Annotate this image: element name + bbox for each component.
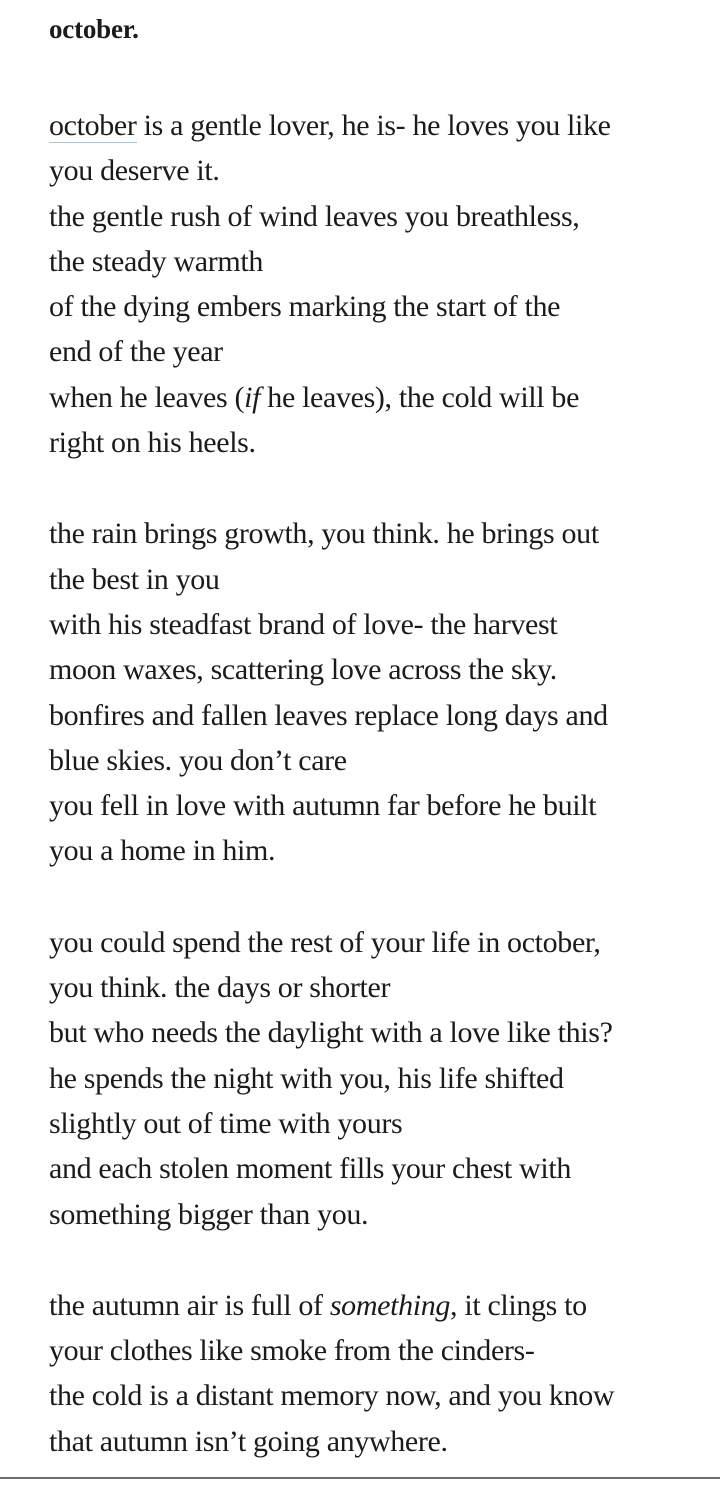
poem-stanza bbox=[49, 103, 689, 465]
poem-line: you deserve it. bbox=[49, 154, 220, 188]
line-text: , it clings to bbox=[450, 1288, 587, 1322]
poem-line: he spends the night with you, his life shifted bbox=[49, 1061, 564, 1095]
poem-line: something bigger than you. bbox=[49, 1197, 369, 1231]
poem-line: the steady warmth bbox=[49, 244, 263, 278]
poem-stanza bbox=[49, 920, 689, 1237]
poem-line: end of the year bbox=[49, 335, 223, 369]
poem-stanza bbox=[49, 1283, 689, 1464]
poem-line: bonfires and fallen leaves replace long days and bbox=[49, 698, 608, 732]
emphasis-text: something bbox=[329, 1288, 451, 1322]
tag-link[interactable]: october bbox=[49, 109, 137, 142]
poem-line: your clothes like smoke from the cinders- bbox=[49, 1334, 535, 1368]
poem-line: the rain brings growth, you think. he brings out bbox=[49, 517, 599, 551]
poem-line: right on his heels. bbox=[49, 426, 256, 460]
poem-line: the gentle rush of wind leaves you breathless, bbox=[49, 199, 580, 233]
poem-body bbox=[49, 103, 689, 1464]
line-text: the autumn air is full of bbox=[49, 1288, 330, 1322]
poem-line: moon waxes, scattering love across the sky. bbox=[49, 653, 557, 687]
poem-line: that autumn isn’t going anywhere. bbox=[49, 1424, 448, 1458]
poem-line: you think. the days or shorter bbox=[49, 971, 391, 1005]
poem-line: with his steadfast brand of love- the harvest bbox=[49, 607, 558, 641]
poem-line: the best in you bbox=[49, 562, 220, 596]
poem-line bbox=[49, 375, 689, 420]
emphasis-text: if bbox=[244, 380, 261, 414]
poem-stanza bbox=[49, 511, 689, 873]
poem-line: of the dying embers marking the start of the bbox=[49, 290, 561, 324]
line-text: is a gentle lover, he is- he loves you like bbox=[136, 109, 611, 142]
poem-line: blue skies. you don’t care bbox=[49, 743, 347, 777]
poem-line: you a home in him. bbox=[49, 834, 276, 868]
poem-line bbox=[49, 103, 689, 148]
poem-line: you could spend the rest of your life in october, bbox=[49, 925, 601, 959]
line-text: when he leaves ( bbox=[49, 380, 245, 414]
poem-title: october. bbox=[49, 14, 139, 44]
poem-page bbox=[49, 0, 689, 1510]
poem-line bbox=[49, 1283, 689, 1328]
poem-line: the cold is a distant memory now, and you know bbox=[49, 1379, 615, 1413]
poem-line: you fell in love with autumn far before he built bbox=[49, 789, 597, 823]
poem-line: and each stolen moment fills your chest with bbox=[49, 1152, 571, 1186]
poem-line: slightly out of time with yours bbox=[49, 1106, 403, 1140]
line-text: he leaves), the cold will be bbox=[260, 380, 580, 414]
poem-line: but who needs the daylight with a love like this? bbox=[49, 1016, 613, 1050]
